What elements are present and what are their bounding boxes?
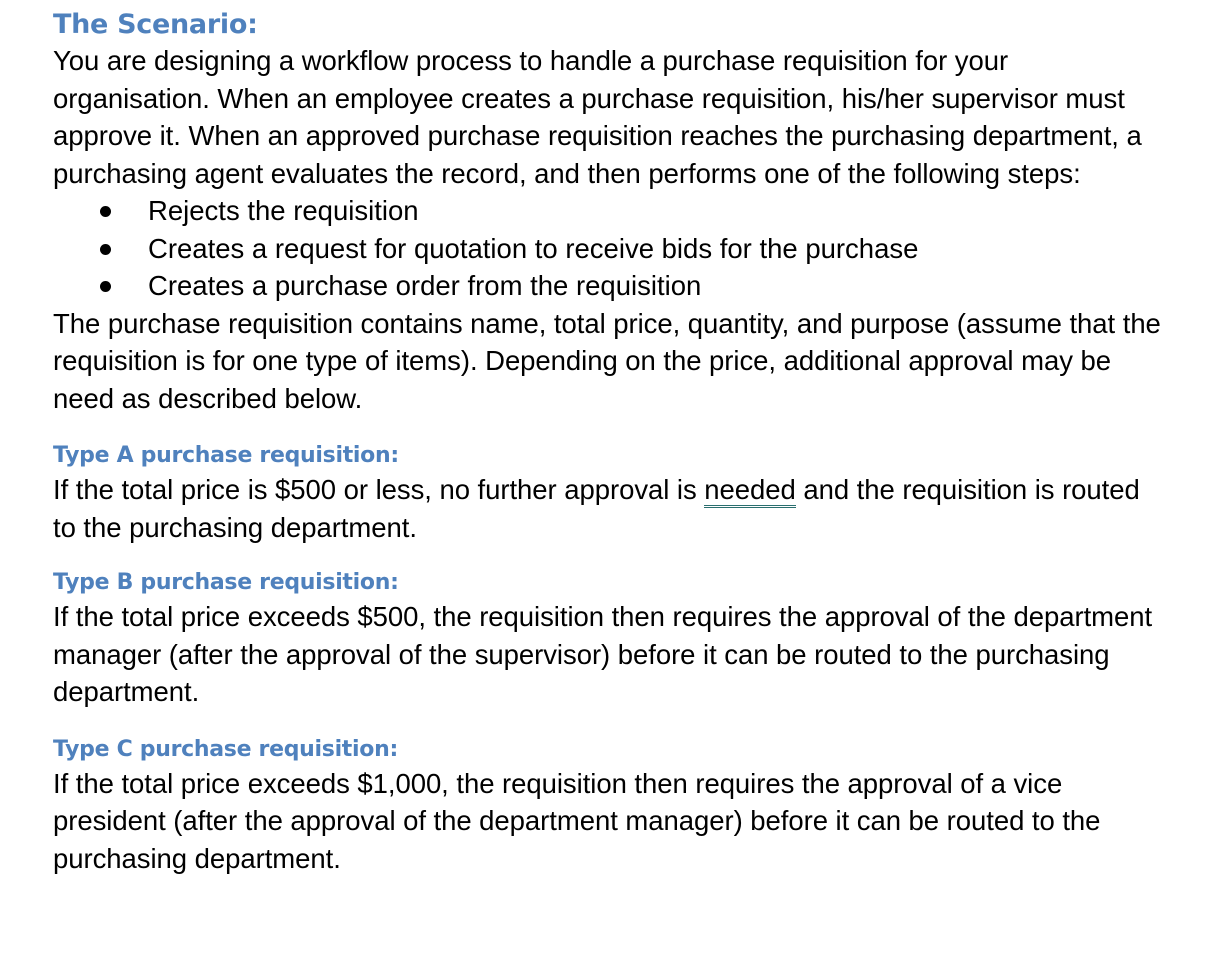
type-a-heading: Type A purchase requisition:	[53, 443, 399, 468]
type-b-heading: Type B purchase requisition:	[53, 570, 399, 595]
list-item	[53, 230, 1163, 268]
list-item-text: Rejects the requisition	[148, 195, 419, 226]
list-item	[53, 267, 1163, 305]
scenario-heading: The Scenario:	[53, 9, 258, 40]
bullet-icon	[100, 206, 111, 217]
type-a-text-before: If the total price is $500 or less, no further approval is	[53, 474, 705, 505]
type-c-heading: Type C purchase requisition:	[53, 736, 398, 762]
list-item-text: Creates a request for quotation to receive bids for the purchase	[148, 232, 919, 264]
type-b-text: If the total price exceeds $500, the requisition then requires the approval of the department manager (after the approval of the supervisor) before it can be routed to the purchasing department.	[53, 601, 1153, 707]
steps-list	[53, 192, 1163, 305]
list-item	[53, 192, 1163, 230]
type-a-underlined-word: needed	[704, 474, 795, 508]
list-item-text: Creates a purchase order from the requisition	[148, 270, 702, 301]
type-c-text: If the total price exceeds $1,000, the requisition then requires the approval of a vice president (after the approval of the department manager) before it can be routed to the purchasing department.	[53, 767, 1101, 874]
bullet-icon	[100, 281, 111, 292]
bullet-icon	[100, 244, 111, 255]
type-a-text-after: and the requisition is routed to the purchasing department.	[53, 474, 1140, 543]
scenario-intro: You are designing a workflow process to handle a purchase requisition for your organisation. When an employee creates a purchase requisition, his/her supervisor must approve it. When an approved purchase requisition reaches the purchasing department, a purchasing agent evaluates the record, and then performs one of the following steps:	[53, 45, 1142, 189]
document-page	[53, 0, 1163, 877]
type-a-text	[53, 471, 1163, 546]
scenario-details: The purchase requisition contains name, total price, quantity, and purpose (assume that the requisition is for one type of items). Depending on the price, additional approval may be need as described below.	[53, 307, 1161, 414]
